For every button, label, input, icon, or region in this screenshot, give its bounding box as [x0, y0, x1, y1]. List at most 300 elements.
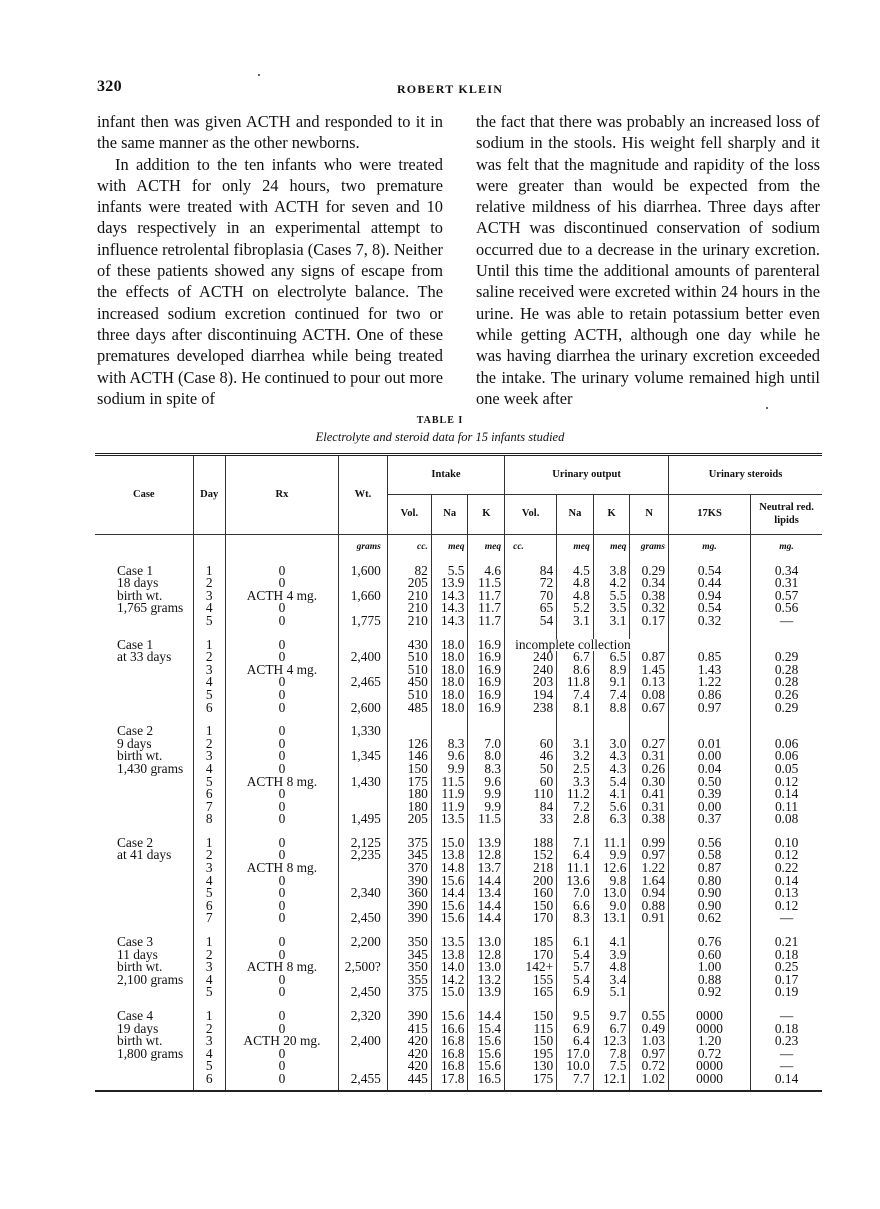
intake-vol-cell: 375 [387, 837, 431, 850]
weight-cell: 2,320 [339, 1010, 388, 1023]
intake-k-cell: 16.5 [468, 1073, 505, 1091]
intake-vol-cell: 420 [387, 1048, 431, 1061]
output-na-cell: 7.7 [557, 1073, 594, 1091]
output-k-cell: 7.4 [593, 689, 630, 702]
output-n-cell: 1.03 [630, 1035, 669, 1048]
output-n-cell: 1.64 [630, 875, 669, 888]
output-vol-cell: 238 [505, 702, 557, 715]
17ks-cell: 0.32 [669, 615, 751, 628]
output-k-cell: 3.0 [593, 738, 630, 751]
intake-k-cell: 7.0 [468, 738, 505, 751]
intake-na-cell: 14.3 [431, 590, 468, 603]
table-row [95, 702, 822, 715]
intake-na-cell: 15.6 [431, 875, 468, 888]
output-n-cell: 0.55 [630, 1010, 669, 1023]
weight-cell: 1,495 [339, 813, 388, 826]
case-label [95, 813, 193, 826]
spacer-cell [751, 714, 822, 725]
rx-cell: 0 [225, 887, 338, 900]
17ks-cell: 0.92 [669, 986, 751, 999]
intake-vol-cell: 146 [387, 750, 431, 763]
17ks-cell: 0.37 [669, 813, 751, 826]
intake-k-cell: 8.3 [468, 763, 505, 776]
lipids-cell: 0.17 [774, 971, 799, 987]
output-na-cell: 2.5 [557, 763, 594, 776]
17ks-cell: 0.72 [669, 1048, 751, 1061]
lipids-cell: 0.05 [774, 760, 799, 776]
output-n-cell: 0.67 [630, 702, 669, 715]
day-cell: 3 [193, 590, 225, 603]
lipids-cell: 0.08 [774, 811, 799, 827]
output-n-cell: 0.17 [630, 615, 669, 628]
day-cell: 6 [193, 702, 225, 715]
rx-cell: 0 [225, 813, 338, 826]
output-k-cell: 4.3 [593, 763, 630, 776]
intake-na-cell: 11.5 [431, 776, 468, 789]
output-n-cell [630, 949, 669, 962]
unit-out-k: meq [593, 535, 630, 554]
day-cell: 3 [193, 750, 225, 763]
day-cell: 2 [193, 577, 225, 590]
case-label [95, 664, 193, 677]
output-k-cell: 9.1 [593, 676, 630, 689]
col-header-neutral-red-lipids: Neutral red. lipids [751, 495, 822, 535]
case-label [95, 1060, 193, 1073]
output-k-cell: 7.5 [593, 1060, 630, 1073]
intake-vol-cell: 430 [387, 639, 431, 652]
intake-na-cell: 16.6 [431, 1023, 468, 1036]
output-vol-cell: 142+ [505, 961, 557, 974]
unit-ks: mg. [669, 535, 751, 554]
output-na-cell: 8.6 [557, 664, 594, 677]
17ks-cell: 0000 [669, 1023, 751, 1036]
output-k-cell: 3.1 [593, 615, 630, 628]
col-header-case: Case [95, 455, 193, 535]
case-label: Case 2 [95, 725, 193, 738]
output-n-cell [630, 936, 669, 949]
intake-k-cell: 15.6 [468, 1048, 505, 1061]
lipids-cell: 0.34 [774, 562, 799, 578]
electrolyte-steroid-table [95, 453, 822, 1092]
output-n-cell: 0.87 [630, 651, 669, 664]
unit-out-na: meq [557, 535, 594, 554]
lipids-cell: 0.31 [774, 575, 799, 591]
col-header-rx: Rx [225, 455, 338, 535]
intake-na-cell: 18.0 [431, 664, 468, 677]
output-k-cell: 12.1 [593, 1073, 630, 1091]
output-k-cell: 4.1 [593, 788, 630, 801]
day-cell: 7 [193, 801, 225, 814]
output-na-cell: 3.2 [557, 750, 594, 763]
intake-na-cell: 8.3 [431, 738, 468, 751]
output-vol-cell: 150 [505, 1035, 557, 1048]
paragraph: In addition to the ten infants who were treated with ACTH for only 24 hours, two premature infants were treated with ACTH for seven and 10 days respectively in an experimental attempt to influence retrolental fibroplasia (Cases 7, 8). Neither of these patients showed any signs of escape from the effects of ACTH on electrolyte balance. The increased sodium excretion continued for two or three days after discontinuing ACTH. One of these prematures developed diarrhea while being treated with ACTH (Case 8). He continued to pour out more sodium in spite of [97, 154, 443, 408]
lipids-cell: 0.26 [774, 686, 799, 702]
rx-cell: 0 [225, 725, 338, 738]
day-cell: 5 [193, 615, 225, 628]
output-vol-cell: 115 [505, 1023, 557, 1036]
output-na-cell: 7.0 [557, 887, 594, 900]
output-k-cell: 5.4 [593, 776, 630, 789]
case-label [95, 776, 193, 789]
day-cell: 5 [193, 1060, 225, 1073]
rx-cell: ACTH 8 mg. [225, 776, 338, 789]
output-na-cell: 4.5 [557, 565, 594, 578]
speck [766, 407, 768, 409]
intake-na-cell: 17.8 [431, 1073, 468, 1091]
unit-intake-k: meq [468, 535, 505, 554]
col-header-output-n: N [630, 495, 669, 535]
day-cell: 2 [193, 738, 225, 751]
table-row [95, 1073, 822, 1091]
output-n-cell: 1.45 [630, 664, 669, 677]
intake-k-cell: 13.9 [468, 837, 505, 850]
17ks-cell: 0.85 [669, 651, 751, 664]
output-vol-cell: 155 [505, 974, 557, 987]
intake-na-cell: 11.9 [431, 788, 468, 801]
rx-cell: 0 [225, 1010, 338, 1023]
table-body [95, 535, 822, 1092]
output-k-cell: 6.3 [593, 813, 630, 826]
output-n-cell [630, 986, 669, 999]
day-cell: 3 [193, 961, 225, 974]
output-na-cell: 9.5 [557, 1010, 594, 1023]
output-k-cell: 5.1 [593, 986, 630, 999]
output-k-cell: 4.1 [593, 936, 630, 949]
output-na-cell: 6.1 [557, 936, 594, 949]
output-k-cell: 3.5 [593, 602, 630, 615]
intake-k-cell: 9.6 [468, 776, 505, 789]
intake-na-cell: 14.0 [431, 961, 468, 974]
output-na-cell: 3.1 [557, 615, 594, 628]
weight-cell: 1,600 [339, 565, 388, 578]
col-header-output-vol: Vol. [505, 495, 557, 535]
intake-k-cell: 12.8 [468, 949, 505, 962]
output-na-cell: 8.3 [557, 912, 594, 925]
output-vol-cell: 72 [505, 577, 557, 590]
case-label [95, 676, 193, 689]
output-k-cell: 9.8 [593, 875, 630, 888]
table-label: TABLE I [416, 415, 464, 426]
day-cell: 1 [193, 565, 225, 578]
output-n-cell: 0.31 [630, 750, 669, 763]
output-k-cell: 9.0 [593, 900, 630, 913]
17ks-cell: 0.44 [669, 577, 751, 590]
intake-na-cell: 15.0 [431, 986, 468, 999]
intake-na-cell: 15.0 [431, 837, 468, 850]
intake-vol-cell: 390 [387, 875, 431, 888]
weight-cell [339, 1048, 388, 1061]
day-cell: 4 [193, 974, 225, 987]
output-na-cell: 5.7 [557, 961, 594, 974]
case-label: 18 days [95, 577, 193, 590]
intake-na-cell: 13.5 [431, 813, 468, 826]
intake-na-cell: 9.6 [431, 750, 468, 763]
intake-k-cell: 13.0 [468, 936, 505, 949]
day-cell: 1 [193, 837, 225, 850]
rule-cell [95, 1091, 822, 1092]
output-k-cell: 3.8 [593, 565, 630, 578]
17ks-cell: 0.54 [669, 565, 751, 578]
17ks-cell: 0000 [669, 1010, 751, 1023]
weight-cell [339, 862, 388, 875]
speck [258, 74, 260, 76]
lipids-cell: 0.06 [774, 748, 799, 764]
rx-cell: 0 [225, 936, 338, 949]
output-k-cell: 3.9 [593, 949, 630, 962]
spacer-cell [751, 628, 822, 639]
intake-k-cell: 13.2 [468, 974, 505, 987]
intake-k-cell: 9.9 [468, 801, 505, 814]
output-k-cell: 12.6 [593, 862, 630, 875]
rx-cell: 0 [225, 577, 338, 590]
output-k-cell: 9.9 [593, 849, 630, 862]
day-cell: 4 [193, 602, 225, 615]
output-vol-cell: 188 [505, 837, 557, 850]
intake-vol-cell: 450 [387, 676, 431, 689]
output-vol-cell: 46 [505, 750, 557, 763]
lipids-cell: — [779, 1058, 794, 1074]
intake-na-cell: 13.9 [431, 577, 468, 590]
lipids-cell: 0.12 [774, 847, 799, 863]
body-column-right [476, 111, 820, 409]
day-cell: 6 [193, 1073, 225, 1091]
output-n-cell: 0.26 [630, 763, 669, 776]
day-cell: 1 [193, 639, 225, 652]
output-na-cell: 17.0 [557, 1048, 594, 1061]
weight-cell: 2,125 [339, 837, 388, 850]
intake-na-cell: 18.0 [431, 689, 468, 702]
unit-intake-vol: cc. [387, 535, 431, 554]
intake-vol-cell: 370 [387, 862, 431, 875]
output-vol-cell: 240 [505, 651, 557, 664]
intake-vol-cell: 210 [387, 602, 431, 615]
output-vol-cell: 194 [505, 689, 557, 702]
unit-lipids: mg. [779, 542, 794, 552]
rx-cell: ACTH 8 mg. [225, 862, 338, 875]
intake-na-cell: 13.8 [431, 849, 468, 862]
17ks-cell: 0.58 [669, 849, 751, 862]
case-label: Case 3 [95, 936, 193, 949]
17ks-cell: 0.00 [669, 801, 751, 814]
table-row [95, 813, 822, 826]
output-n-cell: 0.29 [630, 565, 669, 578]
intake-k-cell: 16.9 [468, 639, 505, 652]
output-na-cell: 3.1 [557, 738, 594, 751]
rx-cell: 0 [225, 837, 338, 850]
rx-cell: 0 [225, 1060, 338, 1073]
case-label: at 33 days [95, 651, 193, 664]
17ks-cell: 0.01 [669, 738, 751, 751]
17ks-cell: 0.90 [669, 887, 751, 900]
rx-cell: ACTH 4 mg. [225, 590, 338, 603]
output-n-cell [630, 974, 669, 987]
case-label: Case 4 [95, 1010, 193, 1023]
col-header-output-k: K [593, 495, 630, 535]
output-vol-cell: 50 [505, 763, 557, 776]
output-k-cell: 6.5 [593, 651, 630, 664]
rx-cell: 0 [225, 900, 338, 913]
lipids-cell: — [779, 910, 794, 926]
weight-cell: 2,450 [339, 986, 388, 999]
output-na-cell: 7.4 [557, 689, 594, 702]
case-label [95, 875, 193, 888]
lipids-cell: 0.29 [774, 699, 799, 715]
lipids-cell: — [779, 612, 794, 628]
day-cell: 4 [193, 676, 225, 689]
output-na-cell: 6.7 [557, 651, 594, 664]
output-vol-cell: 54 [505, 615, 557, 628]
intake-vol-cell: 360 [387, 887, 431, 900]
intake-vol-cell: 180 [387, 788, 431, 801]
unit-wt: grams [339, 535, 388, 554]
day-cell: 2 [193, 651, 225, 664]
case-label: 1,765 grams [95, 602, 193, 615]
output-k-cell: 9.7 [593, 1010, 630, 1023]
day-cell: 3 [193, 1035, 225, 1048]
17ks-cell: 0.80 [669, 875, 751, 888]
intake-k-cell: 15.6 [468, 1035, 505, 1048]
output-vol-cell: 110 [505, 788, 557, 801]
intake-vol-cell: 205 [387, 813, 431, 826]
output-na-cell: 6.9 [557, 1023, 594, 1036]
case-label: Case 1 [95, 565, 193, 578]
17ks-cell: 0.86 [669, 689, 751, 702]
output-k-cell: 11.1 [593, 837, 630, 850]
weight-cell: 1,430 [339, 776, 388, 789]
case-label: birth wt. [95, 750, 193, 763]
intake-k-cell: 9.9 [468, 788, 505, 801]
intake-k-cell: 16.9 [468, 676, 505, 689]
case-label: 11 days [95, 949, 193, 962]
case-label [95, 900, 193, 913]
output-vol-cell: 160 [505, 887, 557, 900]
intake-k-cell: 16.9 [468, 664, 505, 677]
day-cell: 5 [193, 887, 225, 900]
rx-cell: 0 [225, 949, 338, 962]
case-label: birth wt. [95, 1035, 193, 1048]
output-k-cell: 13.0 [593, 887, 630, 900]
intake-k-cell: 13.7 [468, 862, 505, 875]
output-vol-cell: 60 [505, 738, 557, 751]
output-vol-cell: 65 [505, 602, 557, 615]
output-na-cell: 7.2 [557, 801, 594, 814]
intake-vol-cell: 210 [387, 615, 431, 628]
rx-cell: 0 [225, 875, 338, 888]
rx-cell: ACTH 20 mg. [225, 1035, 338, 1048]
intake-k-cell: 16.9 [468, 689, 505, 702]
output-k-cell: 13.1 [593, 912, 630, 925]
day-cell: 2 [193, 1023, 225, 1036]
output-n-cell: 0.99 [630, 837, 669, 850]
output-na-cell: 11.8 [557, 676, 594, 689]
output-na-cell: 6.9 [557, 986, 594, 999]
intake-k-cell: 16.9 [468, 702, 505, 715]
output-na-cell: 5.4 [557, 974, 594, 987]
case-label [95, 801, 193, 814]
day-cell: 5 [193, 689, 225, 702]
output-n-cell: 1.22 [630, 862, 669, 875]
rx-cell: 0 [225, 738, 338, 751]
output-k-cell: 4.3 [593, 750, 630, 763]
17ks-cell: 0.54 [669, 602, 751, 615]
lipids-cell: 0.21 [774, 934, 799, 950]
output-vol-cell: 84 [505, 565, 557, 578]
rx-cell: 0 [225, 849, 338, 862]
intake-na-cell: 15.6 [431, 900, 468, 913]
rx-cell: 0 [225, 602, 338, 615]
day-cell: 3 [193, 664, 225, 677]
output-n-cell: 0.94 [630, 887, 669, 900]
17ks-cell: 0000 [669, 1073, 751, 1091]
col-header-urinary-steroids: Urinary steroids [708, 468, 783, 480]
intake-na-cell: 16.8 [431, 1060, 468, 1073]
lipids-cell: 0.29 [774, 649, 799, 665]
case-label: birth wt. [95, 961, 193, 974]
output-na-cell: 13.6 [557, 875, 594, 888]
intake-vol-cell: 345 [387, 949, 431, 962]
output-k-cell: 8.8 [593, 702, 630, 715]
17ks-cell: 1.00 [669, 961, 751, 974]
intake-k-cell: 8.0 [468, 750, 505, 763]
intake-vol-cell: 350 [387, 936, 431, 949]
output-k-cell: 8.9 [593, 664, 630, 677]
spacer-cell [387, 714, 431, 725]
lipids-cell: 0.14 [774, 872, 799, 888]
intake-vol-cell: 150 [387, 763, 431, 776]
case-label: at 41 days [95, 849, 193, 862]
day-cell: 7 [193, 912, 225, 925]
intake-na-cell: 18.0 [431, 702, 468, 715]
output-na-cell: 5.2 [557, 602, 594, 615]
intake-vol-cell: 510 [387, 689, 431, 702]
17ks-cell: 1.22 [669, 676, 751, 689]
case-label: birth wt. [95, 590, 193, 603]
day-cell: 3 [193, 862, 225, 875]
spacer-cell [431, 714, 468, 725]
col-header-intake-k: K [468, 495, 505, 535]
day-cell: 8 [193, 813, 225, 826]
col-header-intake: Intake [387, 455, 504, 495]
output-vol-cell: 203 [505, 676, 557, 689]
day-cell: 1 [193, 725, 225, 738]
output-vol-cell: 60 [505, 776, 557, 789]
col-header-17ks: 17KS [669, 495, 751, 535]
output-na-cell: 10.0 [557, 1060, 594, 1073]
intake-k-cell: 14.4 [468, 875, 505, 888]
col-header-urinary-output: Urinary output [505, 455, 669, 495]
intake-vol-cell: 420 [387, 1035, 431, 1048]
lipids-cell: 0.14 [774, 1070, 799, 1086]
case-label: 1,430 grams [95, 763, 193, 776]
intake-k-cell: 11.7 [468, 615, 505, 628]
intake-vol-cell: 510 [387, 664, 431, 677]
intake-vol-cell: 126 [387, 738, 431, 751]
lipids-cell: 0.13 [774, 885, 799, 901]
output-vol-cell: 200 [505, 875, 557, 888]
output-n-cell: 0.13 [630, 676, 669, 689]
spacer-cell [339, 628, 388, 639]
intake-na-cell: 18.0 [431, 676, 468, 689]
case-label [95, 862, 193, 875]
rx-cell: 0 [225, 788, 338, 801]
intake-k-cell: 11.7 [468, 590, 505, 603]
weight-cell: 2,400 [339, 1035, 388, 1048]
weight-cell: 2,400 [339, 651, 388, 664]
case-label [95, 887, 193, 900]
lipids-cell: 0.56 [774, 600, 799, 616]
17ks-cell: 0.76 [669, 936, 751, 949]
